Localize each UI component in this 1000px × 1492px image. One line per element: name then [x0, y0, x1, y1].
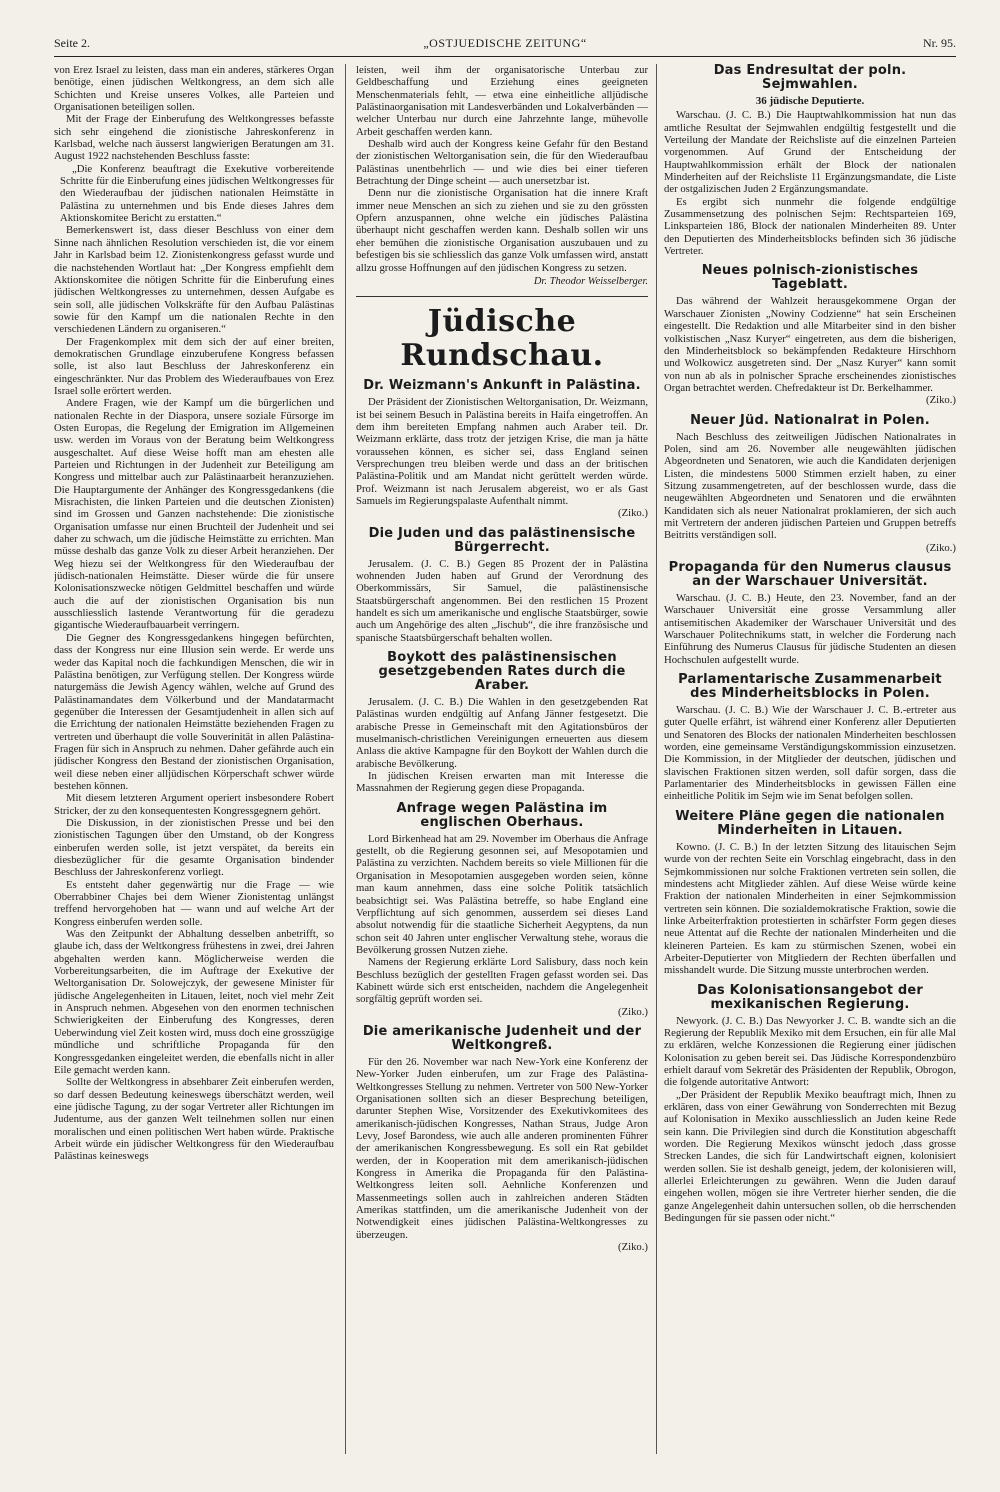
paragraph: Denn nur die zionistische Organisation hat die innere Kraft immer neue Menschen an sich zu ziehen und sie zu den grössten Opfern anzuspannen, ohne welche ein jüdisches Palästina überhaupt nicht geschaffen werden kann. Deshalb sollen wir uns eher bemühen die zionistische Organisation auszubauen und zu befestigen bis sie schliesslich das ganze Volk umfassen wird, anstatt allzu grosse Hoffnungen auf den jüdischen Kongress zu setzen. — [356, 187, 648, 274]
article-text: Jerusalem. (J. C. B.) Die Wahlen in den gesetzgebenden Rat Palästinas wurden endgültig auf Anfang Jänner festgesetzt. Die arabische Presse in Gemeinschaft mit den Agitationsbüros der muselmanisch-christlichen Vereinigungen erneuerten aus diesem Anlass die aktive Kampagne für den Boykott der Wahlen durch die arabische Bevölkerung. — [356, 696, 648, 770]
paragraph: Sollte der Weltkongress in absehbarer Zeit einberufen werden, so darf dessen Bedeutung keineswegs überschätzt werden, weil eine jüdische Tagung, zu der sogar Vertreter aller Richtungen im Judentume, aus der ganzen Welt teilnehmen sollen nur einen moralischen und einen politischen Wert haben würde. Praktische Arbeit würde ein jüdischer Weltkongress für den Wiederaufbau Palästinas keineswegs — [54, 1076, 334, 1163]
article-headline: Neues polnisch-zionistisches Tageblatt. — [701, 263, 919, 293]
issue-number: Nr. 95. — [923, 36, 956, 50]
article-text: Kowno. (J. C. B.) In der letzten Sitzung des litauischen Sejm wurde von der rechten Seite ein Vorschlag eingebracht, dass in den Sejmkommissionen nur solche Fraktionen vertreten sein sollen, die mindestens acht Mitglieder zählen. Auf diese Weise würde keine Fraktion der nationalen Minderheiten in einer Sejmkommission vertreten sein können. Die sozialdemokratische Fraktion, sowie die linke Arbeiterfraktion protestierten in schärfster Form gegen dieses neue Attentat auf die Rechte der nationalen Minderheiten und die kleineren Parteien. Es kam zu stürmischen Szenen, wobei ein Arbeiter-Deputierter von Mitgliedern der Rechten überfallen und misshandelt wurde. Die Sitzung musste unterbrochen werden. — [664, 840, 956, 977]
paragraph: Deshalb wird auch der Kongress keine Gefahr für den Bestand der zionistischen Weltorganisation sein, die für den Wiederaufbau Palästinas unentbehrlich — und wie dies bei einer tieferen Betrachtung der Dinge scheint — auch unersetzbar ist. — [356, 138, 648, 188]
article-text: Warschau. (J. C. B.) Wie der Warschauer J. C. B.-ertreter aus guter Quelle erfährt, ist während einer Konferenz aller Deputierten und Senatoren des Blocks der nationalen Minderheiten beschlossen worden, eine gemeinsame Verständigungskommission einzusetzen. Die Kommission, in der Mitglieder der deutschen, jüdischen und slavischen Fraktionen sitzen werden, soll dafür sorgen, dass die Parlamentarier des Minderheitsblocks in gewissen Fällen eine einheitliche Politik im Sejm wie im Senat befolgen sollen. — [664, 704, 956, 803]
article-headline: Die Juden und das palästinensische Bürgerrecht. — [368, 525, 636, 555]
article-headline: Die amerikanische Judenheit und der Weltkongreß. — [362, 1023, 642, 1053]
article-headline: Boykott des palästinensischen gesetzgebenden Rates durch die Araber. — [378, 650, 626, 694]
paragraph: Der Fragenkomplex mit dem sich der auf einer breiten, demokratischen Grundlage einzuberufene Kongress befassen solle, ist also laut Beschluss der Jahreskonferenz ein eingeschränkter. Nur das Problem des Wiederaufbaues von Erez Israel solle erörtert werden. — [54, 335, 334, 397]
article-text: Jerusalem. (J. C. B.) Gegen 85 Prozent der in Palästina wohnenden Juden haben auf Grund der Verordnung des Oberkommissärs, Sir Samuel, die palästinensische Staatsbürgerschaft angenommen. Bei den restlichen 15 Prozent handelt es sich um amerikanische und englische Staatsbürger, sowie auch um Angehörige des alten „Jischub“, die ihre französische und spanische Staatsbürgerschaft behalten wollen. — [356, 557, 648, 644]
article-headline: Propaganda für den Numerus clausus an der Warschauer Universität. — [668, 560, 952, 589]
author-signature: Dr. Theodor Weisselberger. — [533, 275, 648, 287]
paragraph: Es entsteht daher gegenwärtig nur die Frage — wie Oberrabbiner Chajes bei dem Wiener Zionistentag unlängst treffend hervorgehoben hat — wann und auf welche Art der Kongress einberufen werden solle. — [54, 878, 334, 928]
column-3 — [664, 64, 956, 1454]
article-headline: Weitere Pläne gegen die nationalen Minderheiten in Litauen. — [675, 808, 945, 838]
article-text: In jüdischen Kreisen erwarten man mit Interesse die Massnahmen der Regierung gegen diese Propaganda. — [356, 770, 648, 795]
article-text: Lord Birkenhead hat am 29. November im Oberhaus die Anfrage gestellt, ob die Regierung gesonnen sei, auf Mesopotamien und Palästina zu verzichten. Nachdem bereits so viele Millionen für die Organisation in Mesopotamien ausgegeben worden seien, könne man kaum annehmen, dass eine solche Politik tatsächlich beabsichtigt sei. Was Palästina betreffe, so habe England eine Verpflichtung auf sich genommen, ausserdem sei dieses Land absolut notwendig für die staatliche Sicherheit Aegyptens, da nun schon seit 40 Jahren unter englischer Verwaltung stehe, woraus die Bevölkerung grossen Nutzen ziehe. — [356, 832, 648, 956]
article-source: (Ziko.) — [618, 507, 648, 520]
article-text: Warschau. (J. C. B.) Die Hauptwahlkommission hat nun das amtliche Resultat der Sejmwahlen endgültig festgestellt und die Verteilung der Mandate der Reichsliste auf die einzelnen Parteien vorgenommen. Auf Grund der Entscheidung der Hauptwahlkommission erhält der Block der nationalen Minderheiten auf der Reichsliste 11 Ergänzungsmandate, die Liste der ostgalizischen Juden 2 Ergänzungsmandate. — [664, 109, 956, 196]
article-subheadline: 36 jüdische Deputierte. — [755, 95, 865, 107]
paragraph: von Erez Israel zu leisten, dass man ein anderes, stärkeres Organ benötige, einen jüdischen Weltkongress, an dem sich alle Schichten und Kreise unseres Volkes, alle Parteien und Organisationen beteiligen sollen. — [54, 64, 334, 114]
section-title: Jüdische Rundschau. — [356, 296, 648, 373]
article-headline: Das Endresultat der poln. Sejmwahlen. — [713, 64, 907, 92]
paragraph: Was den Zeitpunkt der Abhaltung desselben anbetrifft, so glaube ich, dass der Weltkongress frühestens in zwei, drei Jahren abgehalten werden kann. Möglicherweise werden die Vorbereitungsarbeiten, die im Auftrage der Exekutive der Weltorganisation Dr. Solowejczyk, der gewesene Minister für jüdische Angelegenheiten in Litauen, leitet, noch viel mehr Zeit in Anspruch nehmen. Abgesehen von den enormen technischen Schwierigkeiten der Einberufung des Kongresses, deren Ueberwindung viel Zeit kosten wird, muss doch eine grosszügige mündliche und schriftliche Propaganda für den Kongressgedanken eingeleitet werden, die ebenfalls nicht in aller Eile gemacht werden kann. — [54, 928, 334, 1076]
paragraph: Die Diskussion, in der zionistischen Presse und bei den zionistischen Tagungen über den Umstand, ob der Kongress einberufen werden solle, ist jetzt verspätet, da bereits ein diesbezüglicher für die gesamte Organisation bindender Beschluss der Jahreskonferenz vorliegt. — [54, 816, 334, 879]
article-headline: Parlamentarische Zusammenarbeit des Minderheitsblocks in Polen. — [678, 672, 942, 702]
article-text: Das während der Wahlzeit herausgekommene Organ der Warschauer Zionisten „Nowiny Codzienne“ hat sein Erscheinen eingestellt. Die Redaktion und alle Mitarbeiter sind in den bisher volkistischen „Nasz Kuryer“ eingetreten, aus dem die bisherigen, den Minderheitsblock so bekämpfenden Redakteure Hirschhorn und Wolkowicz ausgetreten sind. Der „Nasz Kuryer“ kann somit von nun ab als in polnischer Sprache erscheinendes zionistisches Organ betrachtet werden. Chefredakteur ist Dr. Berkelhammer. — [664, 295, 956, 394]
article-headline: Das Kolonisationsangebot der mexikanischen Regierung. — [696, 982, 924, 1012]
paragraph: Die Gegner des Kongressgedankens hingegen befürchten, dass der Kongress nur eine Illusion sein werde. Er werde uns weder das Kapital noch die fachkundigen Menschen, die wir in Palästina benötigen, zur Verfügung stellen. Der Kongress würde naturgemäss die Jewish Agency wählen, welche auf Grund des Palästinamandates dem Völkerbund und der Mandatarmacht gegenüber die Interessen der Gesamtjudenheit in allen sich auf die Errichtung der nationalen Heimstätte beziehenden Fragen zu vertreten und überhaupt die volle Souverinität in allen Palästina-Fragen für sich in Anspruch zu nehmen. Daher gefährde auch ein jüdischer Kongress den Bestand der zionistischen Organisation, weil diese neben einer alljüdischen Körperschaft schwer würde bestehen können. — [54, 631, 334, 792]
paragraph: Bemerkenswert ist, dass dieser Beschluss von einer dem Sinne nach ähnlichen Resolution verschieden ist, die vor einem Jahr in Karlsbad beim 12. Zionistenkongress gefasst wurde und die nachstehenden Wortlaut hat: „Der Kongress empfiehlt dem Aktionskomitee die nötigen Schritte für die Einberufung eines jüdischen Weltkongresses zu unternehmen, dessen Aufgabe es sein soll, alle jüdischen Volkskräfte für den Aufbau Palästinas sowie für den Kampf um die nationalen Rechte in den verschiedenen Ländern zu organiseren.“ — [54, 224, 334, 336]
article-text: Der Präsident der Zionistischen Weltorganisation, Dr. Weizmann, ist bei seinem Besuch in Palästina bereits in Haifa eingetroffen. An dem ihm bereiteten Empfang nahmen auch Araber teil. Dr. Weizmann erklärte, dass trotz der jetzigen Krise, die man ja hätte voraussehen können, es sicher sei, dass England seinen Versprechungen treu bleiben werde und dass an der britischen Palästina-Politik und am Mandat nicht gerüttelt werden würde. Prof. Weizmann ist nach Jerusalem abgereist, wo er als Gast Samuels im Regierungspalaste Aufenthalt nimmt. — [356, 396, 648, 507]
column-1 — [54, 64, 334, 1454]
article-text: Nach Beschluss des zeitweiligen Jüdischen Nationalrates in Polen, sind am 26. November alle neugewählten jüdischen Abgeordneten und Senatoren, wie auch die Kandidaten derjenigen Listen, die mindestens 5000 Stimmen erzielt haben, zu einer Sitzung zusammengetreten, auf der beschlossen wurde, dass die neugewählten Abgeordneten und Senatoren und die erwähnten Kandidaten sich als neuer Nationalrat proklamieren, der sich auch mit Vertretern der anderen jüdischen Parteien und Gruppen betreffs Beitritts verständigen soll. — [664, 430, 956, 542]
article-source: (Ziko.) — [618, 1241, 648, 1254]
article-headline: Dr. Weizmann's Ankunft in Palästina. — [363, 378, 641, 394]
article-source: (Ziko.) — [926, 541, 956, 554]
quotation: „Der Präsident der Republik Mexiko beauftragt mich, Ihnen zu erklären, dass von einer Gewährung von Sonderrechten mit Bezug auf Kolonisation in Mexiko ausschliesslich an Juden keine Rede sein kann. Die Privilegien sind durch die Konstitution abgeschafft worden. Die Regierung Mexikos wünscht jedoch ,dass grosse Strecken Landes, die sich für Landwirtschaft eignen, kolonisiert werden sollen. Sie ist deshalb geneigt, jedem, der kolonisieren will, allerlei Erleichterungen zu gewähren. Wenn die Juden darauf eingehen wollen, mögen sie ihre Vertreter hierher senden, die die ganze Angelegenheit dahin untersuchen sollen, ob die herrschenden Bedingungen für sie passen oder nicht.“ — [664, 1088, 956, 1225]
quotation: „Die Konferenz beauftragt die Exekutive vorbereitende Schritte für die Einberufung eines jüdischen Weltkongresses für den Wiederaufbau der jüdischen nationalen Heimstätte in Palästina zu unternehmen und bis Ende dieses Jahres dem Aktionskomitee Bericht zu erstatten.“ — [60, 162, 334, 225]
page-number: Seite 2. — [54, 36, 90, 50]
page-header — [54, 34, 956, 54]
article-text: Für den 26. November war nach New-York eine Konferenz der New-Yorker Juden einberufen, um zur Frage des Palästina-Weltkongresses Stellung zu nehmen. Vertreter von 500 New-Yorker Organisationen sollten sich an dieser Besprechung beteiligen, darunter Stephen Wise, Vorsitzender des Exekutivkomitees des amerikanisch-jüdischen Kongresses, Nathan Straus, Judge Aron Levy, Josef Barondess, wie auch alle anderen prominenten Führer der amerikanischen Kongressbewegung. Es soll ein Rat gebildet werden, der in Kooperation mit dem amerikanisch-jüdischen Kongress in Amerika die Propaganda für den Palästina-Weltkongress leiten soll. Aehnliche Konferenzen und Massenmeetings sollen auch in zahlreichen anderen Städten Amerikas stattfinden, um die amerikanische Judenheit von der Notwendigkeit eines jüdischen Palästina-Weltkongresses zu überzeugen. — [356, 1055, 648, 1241]
article-text: Namens der Regierung erklärte Lord Salisbury, dass noch kein Beschluss bezüglich der gestellten Fragen gefasst worden sei. Das Kabinett würde sich erst entscheiden, nachdem die Angelegenheit sorgfältig geprüft worden sei. — [356, 956, 648, 1006]
article-text: Warschau. (J. C. B.) Heute, den 23. November, fand an der Warschauer Universität eine grosse Versammlung aller antisemitischen Akademiker der Warschauer Universität und des Warschauer Politechnikums statt, in welcher die Forderung nach Einführung des Numerus Clausus für jüdische Studenten an diesen Hochschulen aufgestellt wurde. — [664, 592, 956, 666]
paragraph: Mit der Frage der Einberufung des Weltkongresses befasste sich sehr eingehend die zionistische Jahreskonferenz in Karlsbad, welche nach äusserst langwierigen Beratungen am 31. August 1922 nachstehenden Beschluss fasste: — [54, 113, 334, 163]
article-text: Es ergibt sich nunmehr die folgende endgültige Zusammensetzung des polnischen Sejm: Rechtsparteien 169, Linksparteien 186, Block der nationalen Minderheiten 89. Unter den Deputierten des Minderheitsblocks befinden sich 36 jüdische Vertreter. — [664, 195, 956, 258]
paragraph: leisten, weil ihm der organisatorische Unterbau zur Geldbeschaffung und Erziehung eines geeigneten Menschenmaterials fehlt, — etwa eine einheitliche alljüdische Palästinaorganisation mit Landesverbänden und Lokalverbänden — welcher Unterbau nur durch eine Jahrzehnte lange, mühevolle Arbeit geschaffen werden kann. — [356, 64, 648, 138]
paragraph: Mit diesem letzteren Argument operiert insbesondere Robert Stricker, der zu den konsequentesten Kongressgegnern gehört. — [54, 792, 334, 817]
column-divider — [656, 64, 657, 1454]
column-divider — [345, 64, 346, 1454]
article-source: (Ziko.) — [926, 394, 956, 407]
article-text: Newyork. (J. C. B.) Das Newyorker J. C. B. wandte sich an die Regierung der Republik Mexiko mit dem Ersuchen, ein für alle Mal zu erklären, welche Konzessionen die Regierung einer jüdischen Kolonisation zu geben bereit sei. Das Jüdische Korrespondenzbüro erhielt darauf vom Sekretär des Präsidenten der Republik, Obrogon, die folgende autoritative Antwort: — [664, 1014, 956, 1089]
article-headline: Neuer Jüd. Nationalrat in Polen. — [690, 412, 930, 428]
paragraph: Andere Fragen, wie der Kampf um die bürgerlichen und nationalen Rechte in der Diaspora, unsere soziale Fürsorge im Osten Europas, die Regelung der Emigration im Allgemeinen usw. werden im Voraus von der Beratung beim Weltkongress ausgeschaltet. Auf diese Weise hofft man am ehesten alle Parteien und Richtungen in der Judenheit zur Beteiligung am Kongress und mittelbar auch zur Palästinaarbeit heranzuziehen. Die Hauptargumente der Anhänger des Kongressgedankens (die Misrachisten, die linken Parteien und die deutschen Zionisten) sind im Grossen und Ganzen nachstehende: Die zionistische Organisation umfasse nur einen Bruchteil der Judenheit und sei daher zu schwach, um die jüdische Heimstätte zu errichten. Man müsse deshalb das ganze Volk zu dieser Arbeit heranziehen. Der Weg hiezu sei der Weltkongress für den Wiederaufbau der jüdisch-nationalen Heimstätte. Dieser würde die für unsere Kolonisationszwecke nötigen Geldmittel beschaffen und würde auch die auf der zionistischen Organisation bis nun ausschliesslich lastende Verantwortung für die geradezu gigantische Wiederaufbauarbeit verringern. — [54, 397, 334, 632]
article-headline: Anfrage wegen Palästina im englischen Oberhaus. — [396, 800, 608, 830]
article-source: (Ziko.) — [618, 1005, 648, 1018]
newspaper-title: „OSTJUEDISCHE ZEITUNG“ — [423, 36, 587, 50]
header-divider — [54, 56, 956, 57]
column-2 — [356, 64, 648, 1454]
